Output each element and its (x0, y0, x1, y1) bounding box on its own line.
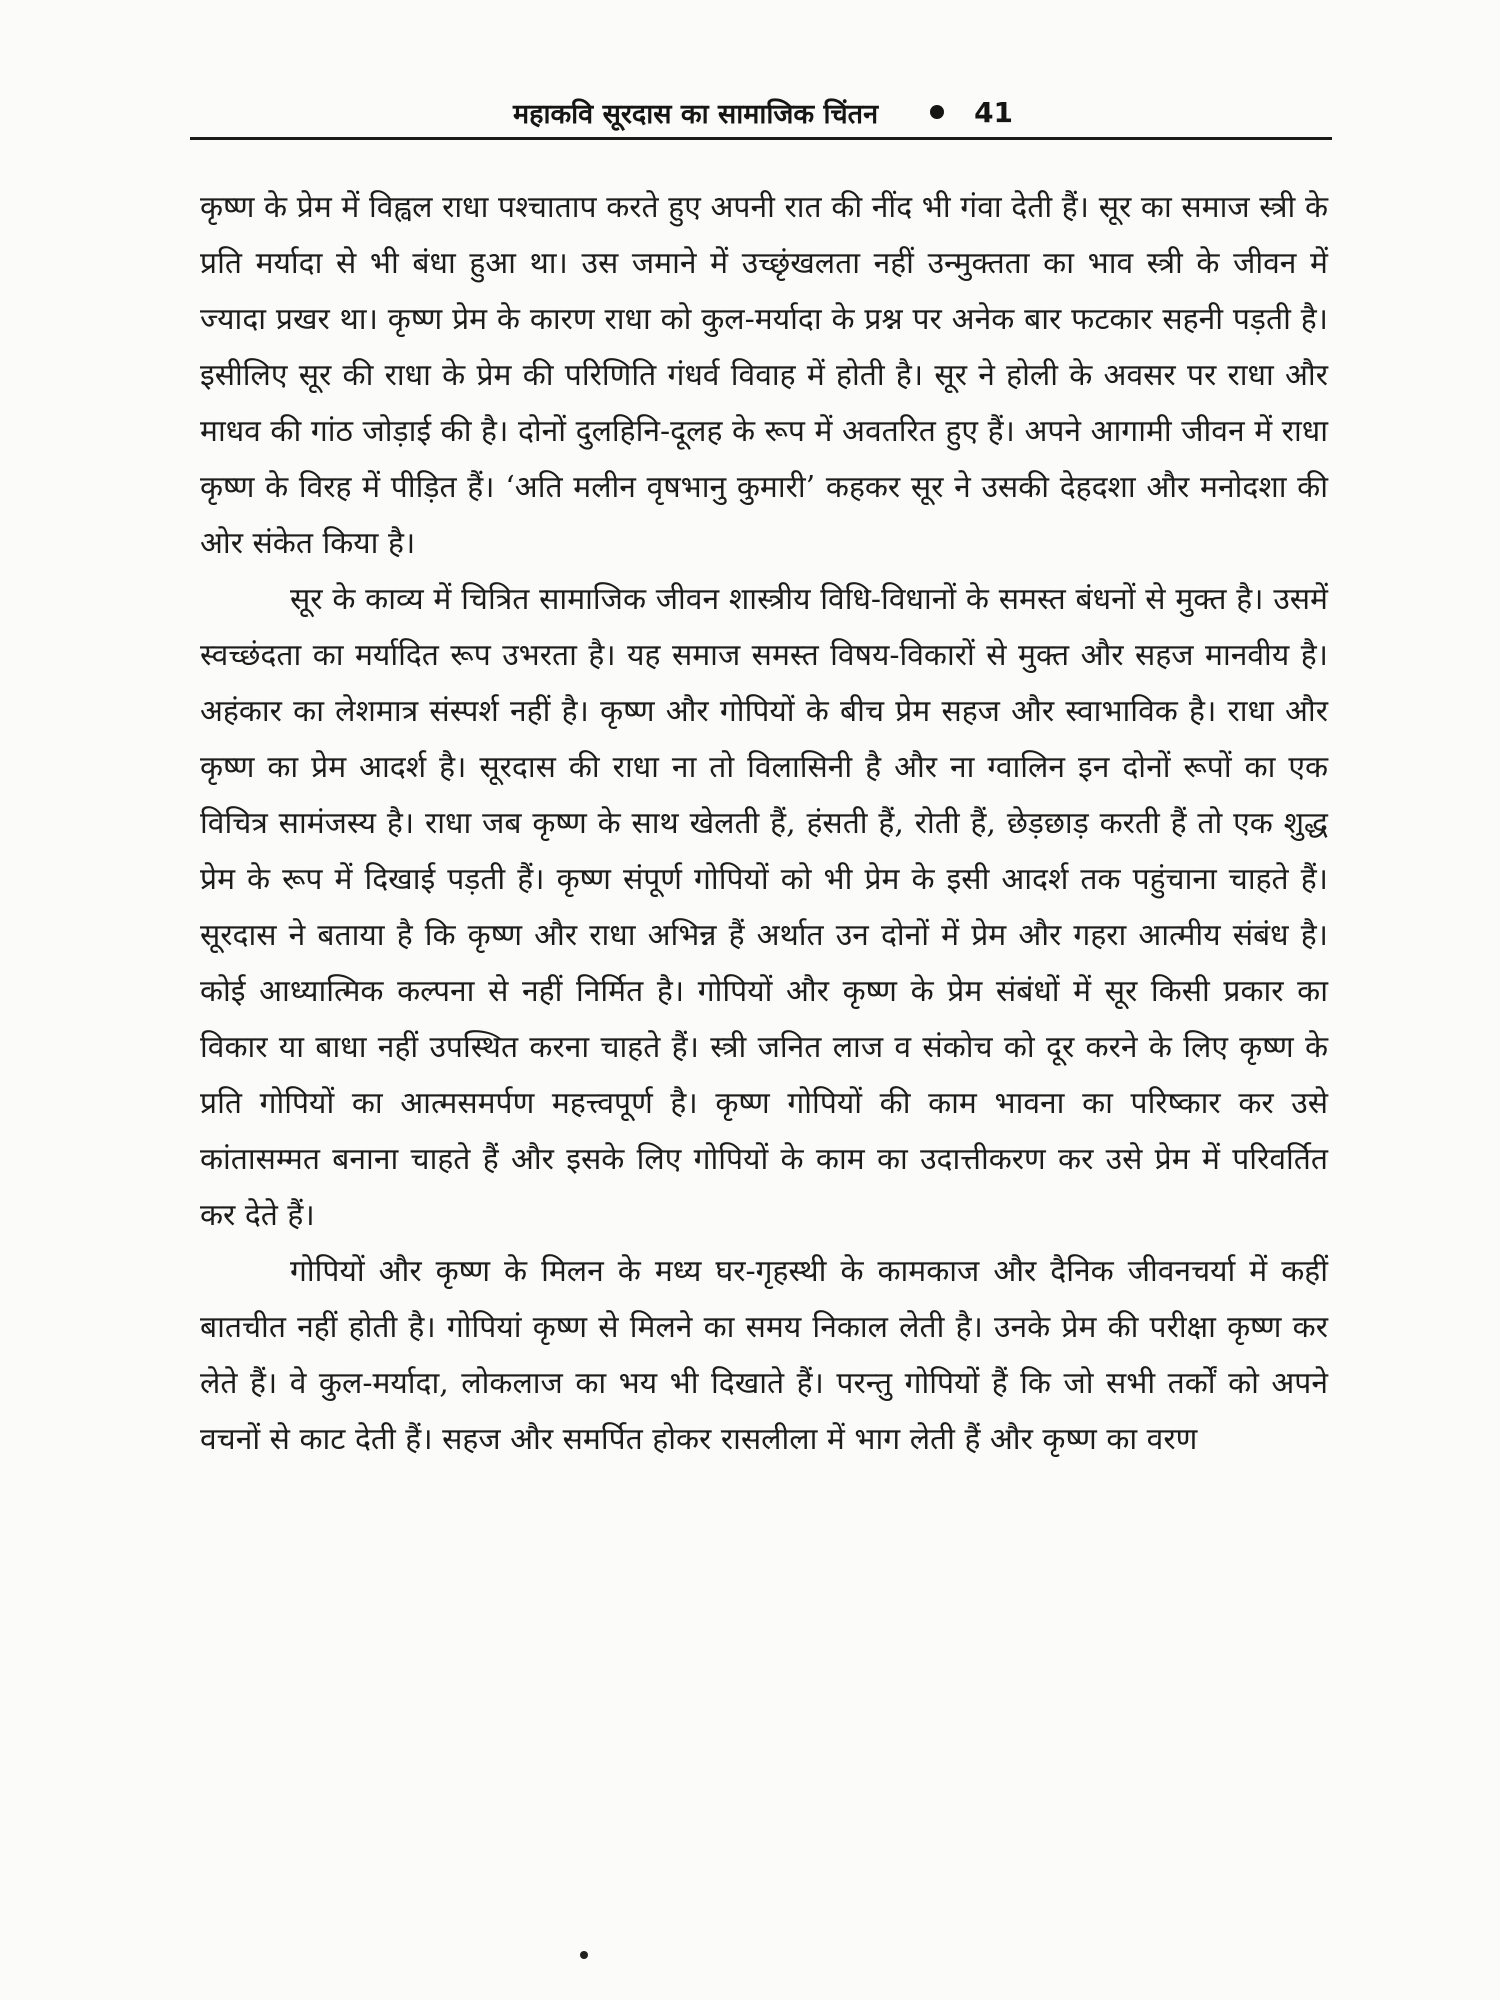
page-number: 41 (974, 95, 1014, 129)
running-header (194, 84, 1332, 140)
book-title: महाकवि सूरदास का सामाजिक चिंतन (512, 98, 879, 130)
paragraph: कृष्ण के प्रेम में विह्वल राधा पश्चाताप करते हुए अपनी रात की नींद भी गंवा देती हैं। सूर का समाज स्त्री के प्रति मर्यादा से भी बंधा हुआ था। उस जमाने में उच्छृंखलता नहीं उन्मुक्तता का भाव स्त्री के जीवन में ज्यादा प्रखर था। कृष्ण प्रेम के कारण राधा को कुल-मर्यादा के प्रश्न पर अनेक बार फटकार सहनी पड़ती है। इसीलिए सूर की राधा के प्रेम की परिणिति गंधर्व विवाह में होती है। सूर ने होली के अवसर पर राधा और माधव की गांठ जोड़ाई की है। दोनों दुलहिनि-दूलह के रूप में अवतरित हुए हैं। अपने आगामी जीवन में राधा कृष्ण के विरह में पीड़ित हैं। ‘अति मलीन वृषभानु कुमारी’ कहकर सूर ने उसकी देहदशा और मनोदशा की ओर संकेत किया है। (200, 190, 1328, 561)
paragraph: सूर के काव्य में चित्रित सामाजिक जीवन शास्त्रीय विधि-विधानों के समस्त बंधनों से मुक्त है। उसमें स्वच्छंदता का मर्यादित रूप उभरता है। यह समाज समस्त विषय-विकारों से मुक्त और सहज मानवीय है। अहंकार का लेशमात्र संस्पर्श नहीं है। कृष्ण और गोपियों के बीच प्रेम सहज और स्वाभाविक है। राधा और कृष्ण का प्रेम आदर्श है। सूरदास की राधा ना तो विलासिनी है और ना ग्वालिन इन दोनों रूपों का एक विचित्र सामंजस्य है। राधा जब कृष्ण के साथ खेलती हैं, हंसती हैं, रोती हैं, छेड़छाड़ करती हैं तो एक शुद्ध प्रेम के रूप में दिखाई पड़ती हैं। कृष्ण संपूर्ण गोपियों को भी प्रेम के इसी आदर्श तक पहुंचाना चाहते हैं। सूरदास ने बताया है कि कृष्ण और राधा अभिन्न हैं अर्थात उन दोनों में प्रेम और गहरा आत्मीय संबंध है। कोई आध्यात्मिक कल्पना से नहीं निर्मित है। गोपियों और कृष्ण के प्रेम संबंधों में सूर किसी प्रकार का विकार या बाधा नहीं उपस्थित करना चाहते हैं। स्त्री जनित लाज व संकोच को दूर करने के लिए कृष्ण के प्रति गोपियों का आत्मसमर्पण महत्त्वपूर्ण है। कृष्ण गोपियों की काम भावना का परिष्कार कर उसे कांतासम्मत बनाना चाहते हैं और इसके लिए गोपियों के काम का उदात्तीकरण कर उसे प्रेम में परिवर्तित कर देते हैं। (200, 582, 1328, 1233)
body-text (200, 180, 1328, 1468)
footer-dot-icon (580, 1951, 588, 1959)
bullet-icon (930, 105, 944, 119)
paragraph: गोपियों और कृष्ण के मिलन के मध्य घर-गृहस्थी के कामकाज और दैनिक जीवनचर्या में कहीं बातचीत नहीं होती है। गोपियां कृष्ण से मिलने का समय निकाल लेती है। उनके प्रेम की परीक्षा कृष्ण कर लेते हैं। वे कुल-मर्यादा, लोकलाज का भय भी दिखाते हैं। परन्तु गोपियों हैं कि जो सभी तर्कों को अपने वचनों से काट देती हैं। सहज और समर्पित होकर रासलीला में भाग लेती हैं और कृष्ण का वरण (200, 1254, 1328, 1457)
header-rule (190, 137, 1332, 140)
